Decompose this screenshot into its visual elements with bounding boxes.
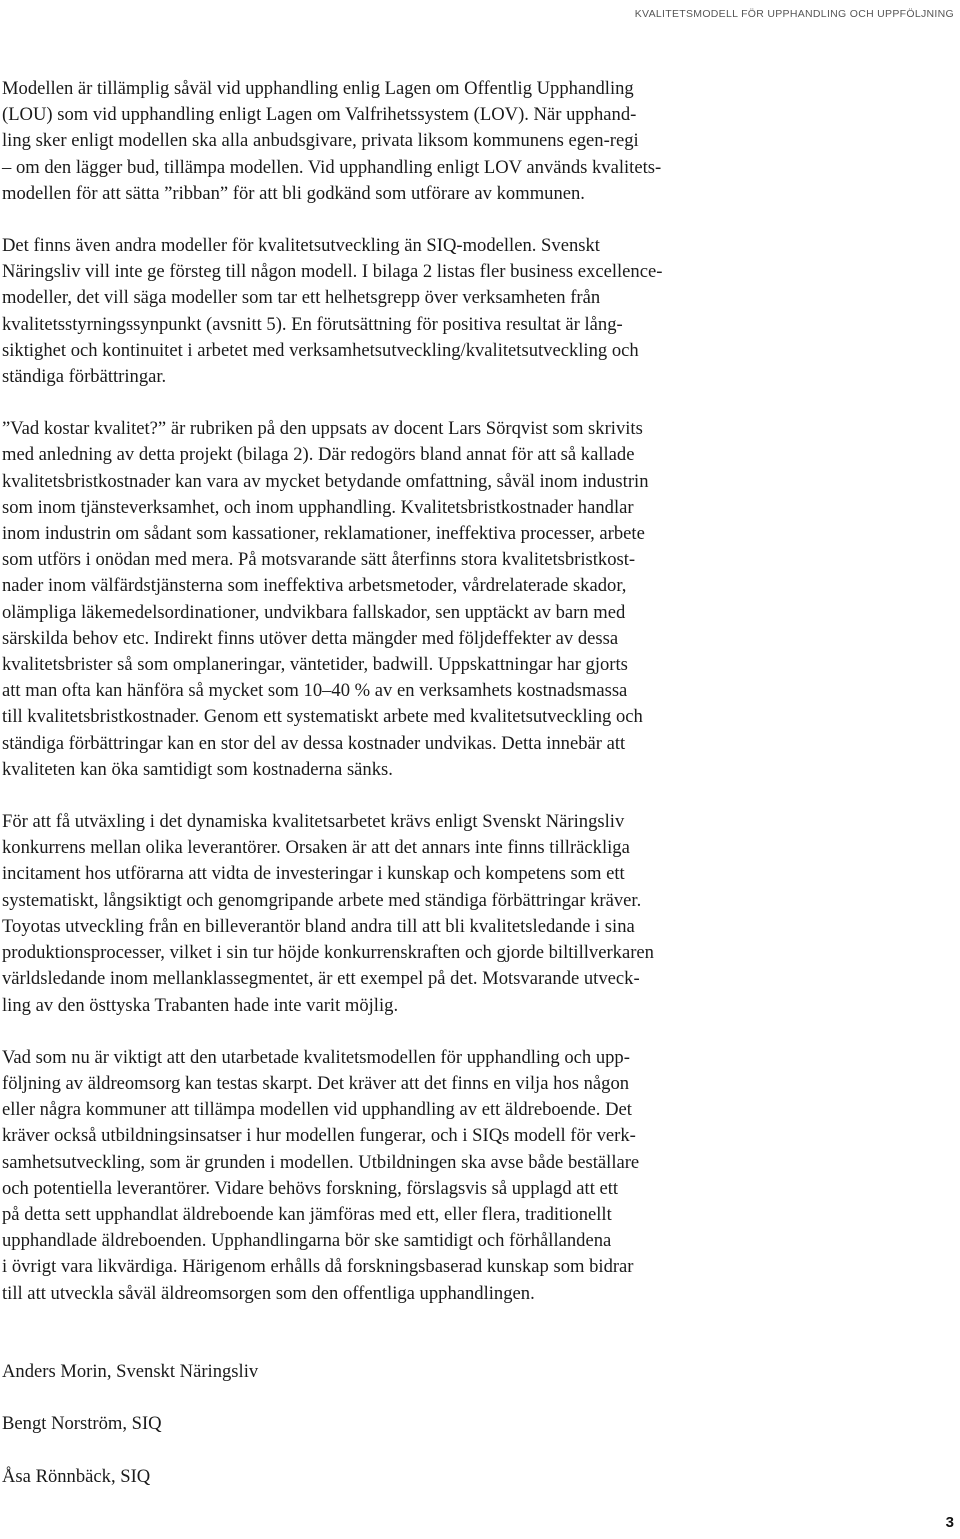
paragraph-other-models: Det finns även andra modeller för kvalitetsutveckling än SIQ-modellen. Svenskt Näringsliv vill inte ge försteg till någon modell. I bilaga 2 listas fler business excellence- modeller, det vill säga modeller som tar ett helhetsgrepp över verksamheten från kvalitetsstyrningssynpunkt (avsnitt 5). En förutsättning för positiva resultat är lång- siktighet och kontinuitet i arbetet med verksamhetsutveckling/kvalitetsutveckling och ständiga förbättringar.	[2, 235, 663, 388]
signature-line: Bengt Norström, SIQ	[2, 1413, 162, 1435]
document-body	[2, 76, 742, 1516]
signature-block	[2, 1333, 742, 1516]
paragraph-next-steps: Vad som nu är viktigt att den utarbetade kvalitetsmodellen för upphandling och upp- följning av äldreomsorg kan testas skarpt. Det kräver att det finns en vilja hos någon eller några kommuner att tillämpa modellen vid upphandling av ett äldreboende. Det kräver också utbildningsinsatser i hur modellen fungerar, och i SIQs modell för verk- samhetsutveckling, som är grunden i modellen. Utbildningen ska avse både beställare och potentiella leverantörer. Vidare behövs forskning, förslagsvis så upplagd att ett på detta sett upphandlat äldreboende kan jämföras med ett, eller flera, traditionellt upphandlade äldreboenden. Upphandlingarna bör ske samtidigt och förhållandena i övrigt vara likvärdiga. Härigenom erhålls då forskningsbaserad kunskap som bidrar till att utveckla såväl äldreomsorgen som den offentliga upphandlingen.	[2, 1046, 640, 1304]
paragraph-applicability: Modellen är tillämplig såväl vid upphandling enlig Lagen om Offentlig Upphandling (LOU) som vid upphandling enligt Lagen om Valfrihetssystem (LOV). När upphand- ling sker enligt modellen ska alla anbudsgivare, privata liksom kommunens egen-regi – om den lägger bud, tillämpa modellen. Vid upphandling enligt LOV används kvalitets- modellen för att sätta ”ribban” för att bli godkänd som utförare av kommunen.	[2, 78, 662, 204]
running-header: KVALITETSMODELL FÖR UPPHANDLING OCH UPPFÖLJNING	[634, 8, 954, 20]
paragraph-cost-of-quality: ”Vad kostar kvalitet?” är rubriken på den uppsats av docent Lars Sörqvist som skrivits med anledning av detta projekt (bilaga 2). Där redogörs bland annat för att så kallade kvalitetsbristkostnader kan vara av mycket betydande omfattning, såväl inom industrin som inom tjänsteverksamhet, och inom upphandling. Kvalitetsbristkostnader handlar inom industrin om sådant som kassationer, reklamationer, ineffektiva processer, arbete som utförs i onödan med mera. På motsvarande sätt återfinns stora kvalitetsbristkost- nader inom välfärdstjänsterna som ineffektiva arbetsmetoder, vårdrelaterade skador, olämpliga läkemedelsordinationer, undvikbara fallskador, sen upptäckt av barn med särskilda behov etc. Indirekt finns utöver detta mängder med följdeffekter av dessa kvalitetsbrister så som omplaneringar, väntetider, badwill. Uppskattningar har gjorts att man ofta kan hänföra så mycket som 10–40 % av en verksamhets kostnadsmassa till kvalitetsbristkostnader. Genom ett systematiskt arbete med kvalitetsutveckling och ständiga förbättringar kan en stor del av dessa kostnader undvikas. Detta innebär att kvaliteten kan öka samtidigt som kostnaderna sänks.	[2, 418, 649, 780]
page-number: 3	[945, 1514, 954, 1531]
signature-line: Anders Morin, Svenskt Näringsliv	[2, 1360, 259, 1382]
signature-line: Åsa Rönnbäck, SIQ	[2, 1465, 151, 1487]
paragraph-competition: För att få utväxling i det dynamiska kvalitetsarbetet krävs enligt Svenskt Näringsliv konkurrens mellan olika leverantörer. Orsaken är att det annars inte finns tillräckliga incitament hos utförarna att vidta de investeringar i kunskap och kompetens som ett systematiskt, långsiktigt och genomgripande arbete med ständiga förbättringar kräver. Toyotas utveckling från en billeverantör bland andra till att bli kvalitetsledande i sina produktionsprocesser, vilket i sin tur höjde konkurrenskraften och gjorde biltillverkaren världsledande inom mellanklassegmentet, är ett exempel på det. Motsvarande utveck- ling av den östtyska Trabanten hade inte varit möjlig.	[2, 811, 654, 1016]
